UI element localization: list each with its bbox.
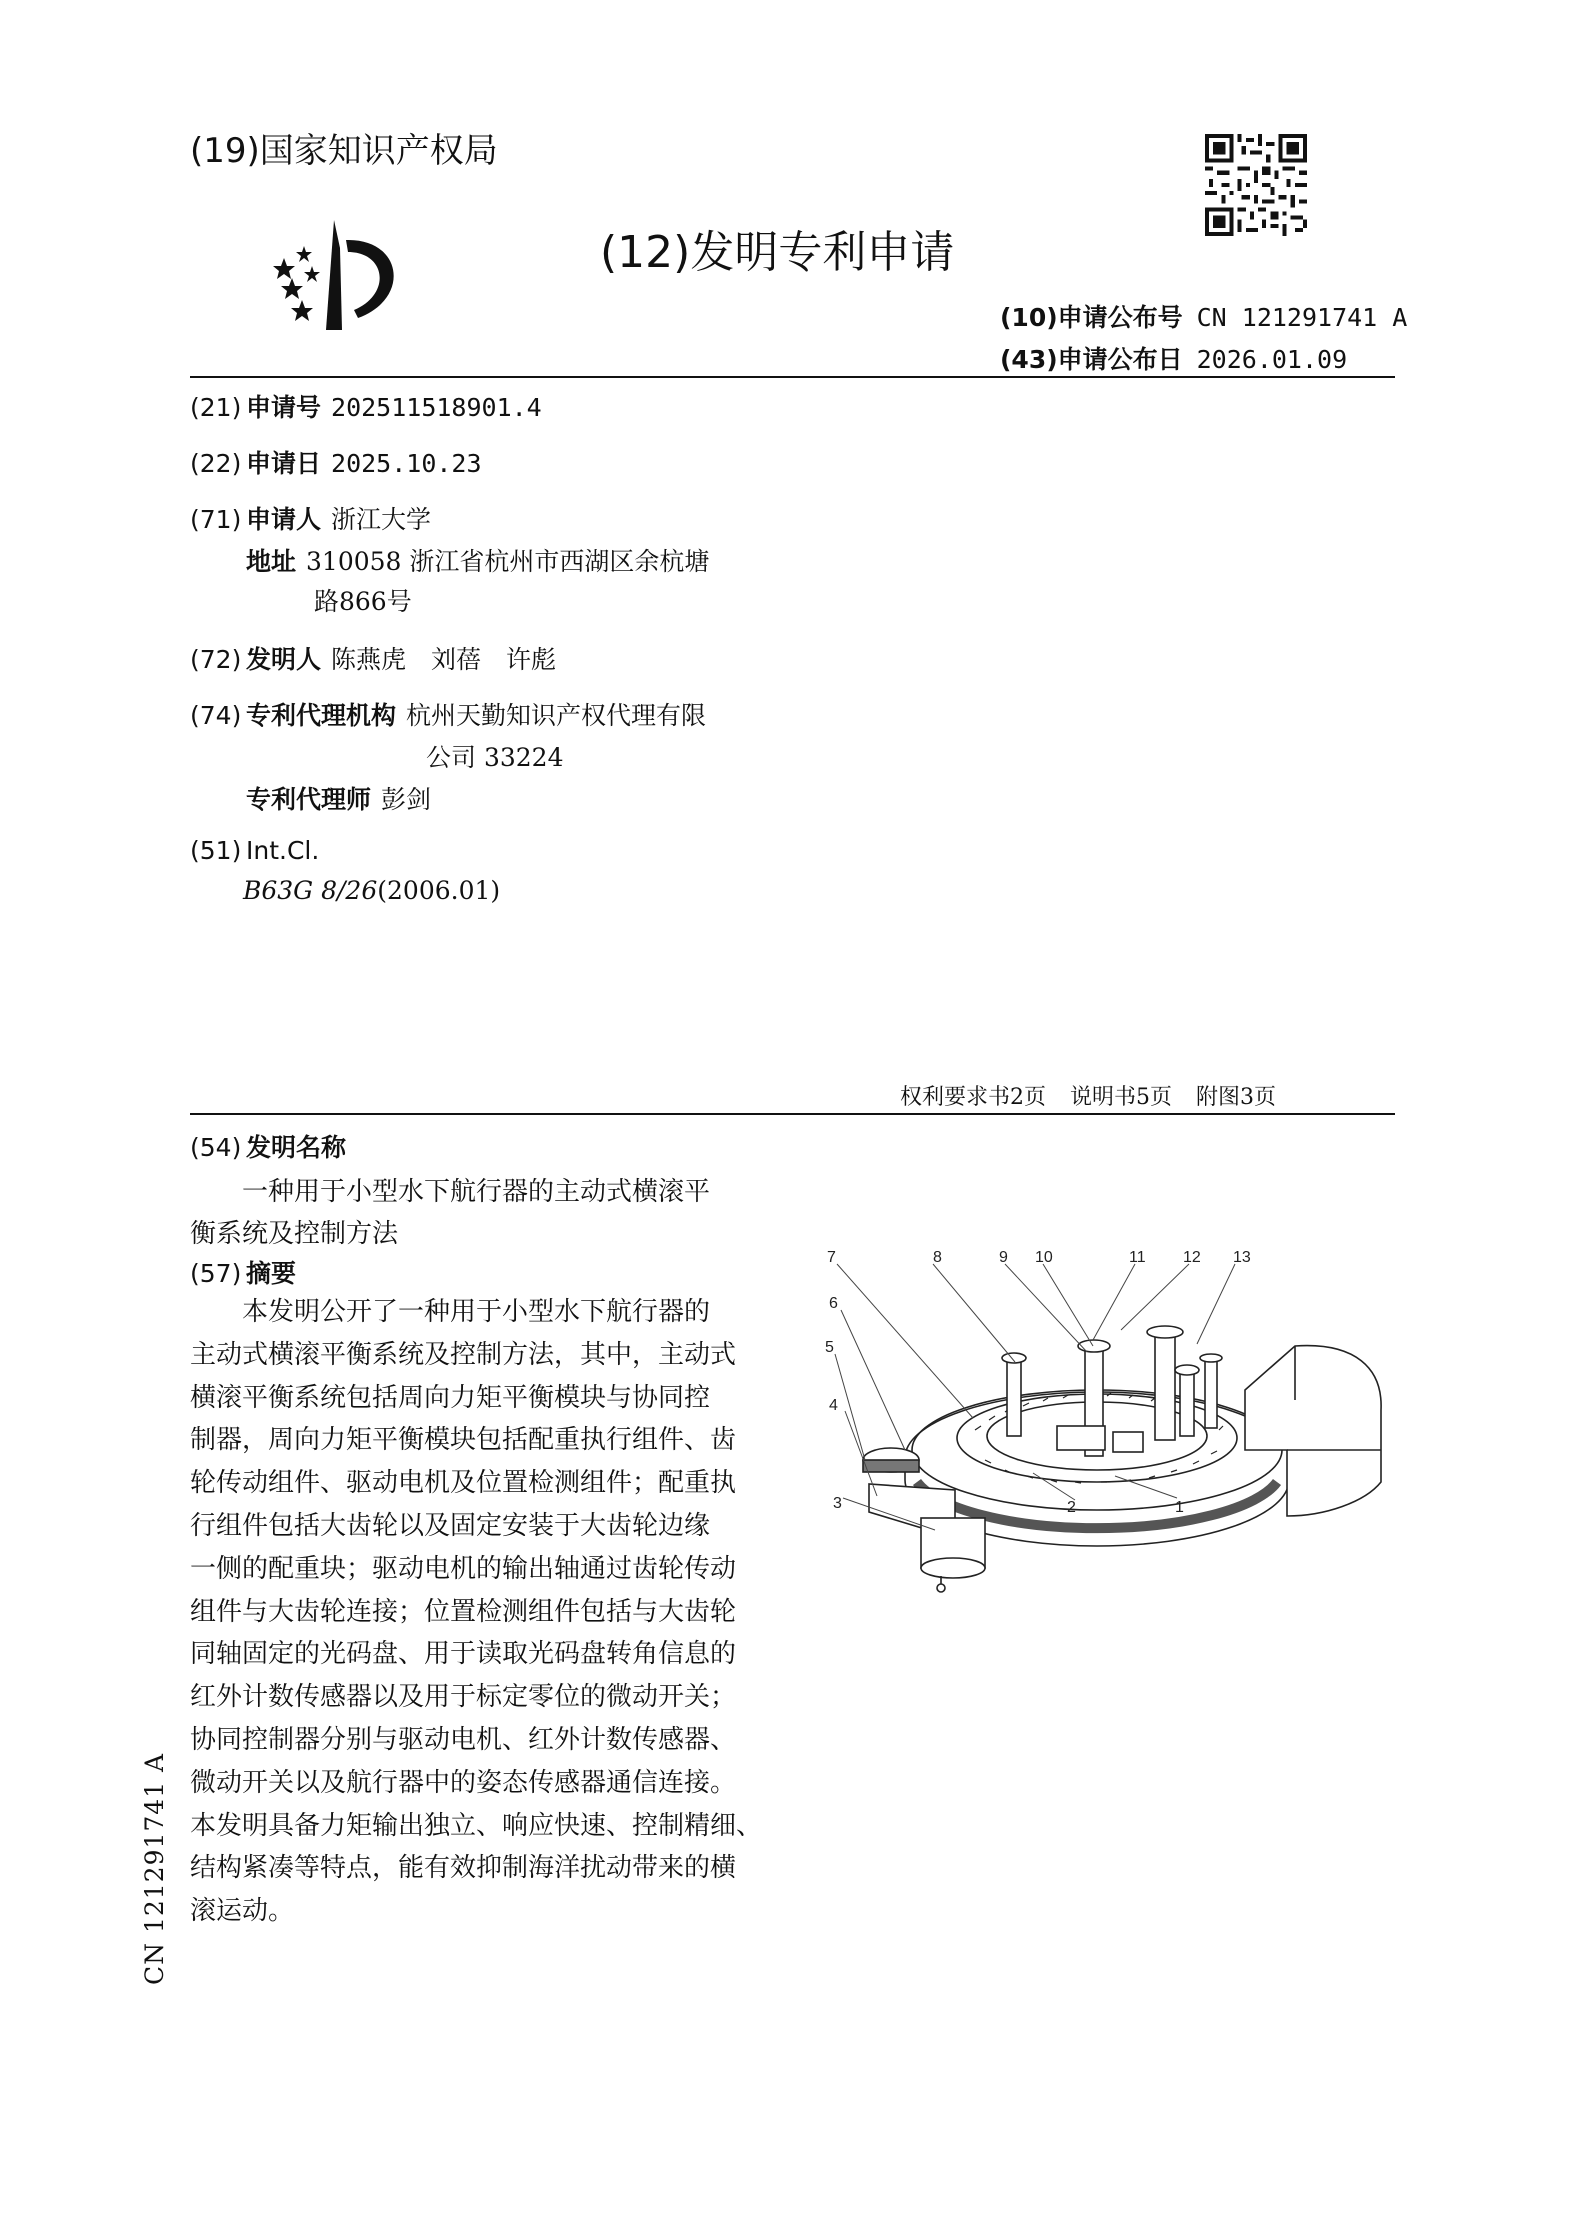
application-number: 202511518901.4 <box>331 393 542 422</box>
figure-label: 7 <box>827 1250 836 1266</box>
abstract-line: 横滚平衡系统包括周向力矩平衡模块与协同控 <box>190 1382 711 1413</box>
side-publication-number: CN 121291741 A <box>140 1752 169 1985</box>
publication-date: 2026.01.09 <box>1196 345 1348 374</box>
address-line-2: 路866号 <box>314 587 412 616</box>
abstract-line: 轮传动组件、驱动电机及位置检测组件；配重执 <box>190 1468 737 1499</box>
abstract-divider <box>190 1113 1395 1115</box>
title-heading <box>190 1128 346 1164</box>
abstract-line: 红外计数传感器以及用于标定零位的微动开关； <box>190 1682 737 1713</box>
field-code: (71) <box>190 505 242 534</box>
application-number-row <box>190 388 542 424</box>
invention-title <box>190 1171 765 1255</box>
abstract-line: 协同控制器分别与驱动电机、红外计数传感器、 <box>190 1724 737 1755</box>
inventors-row <box>190 640 556 676</box>
abstract-line: 本发明具备力矩输出独立、响应快速、控制精细、 <box>190 1810 763 1841</box>
field-code: (57) <box>190 1259 242 1288</box>
abstract-line: 微动开关以及航行器中的姿态传感器通信连接。 <box>190 1767 737 1798</box>
field-label: 专利代理师 <box>246 785 372 814</box>
field-code: (72) <box>190 645 242 674</box>
abstract-line: 滚运动。 <box>190 1896 295 1927</box>
publication-number: CN 121291741 A <box>1196 303 1408 332</box>
ipc-version: (2006.01) <box>377 876 501 905</box>
field-label: 发明名称 <box>246 1133 347 1162</box>
title-line: 一种用于小型水下航行器的主动式横滚平 <box>242 1177 711 1207</box>
inventors: 陈燕虎 刘蓓 许彪 <box>331 645 557 674</box>
ipc-row <box>190 836 319 865</box>
description-pages: 说明书5页 <box>1070 1085 1172 1110</box>
field-label: 摘要 <box>246 1259 297 1288</box>
figure-label: 6 <box>829 1295 838 1312</box>
figure-label: 12 <box>1183 1250 1201 1266</box>
field-label: 专利代理机构 <box>246 701 397 730</box>
agency-row <box>190 696 706 732</box>
field-code: (74) <box>190 701 242 730</box>
abstract-line: 结构紧凑等特点，能有效抑制海洋扰动带来的横 <box>190 1853 737 1884</box>
agent-row <box>246 780 431 816</box>
agency-line-1: 杭州天勤知识产权代理有限 <box>406 701 707 730</box>
page-counts <box>900 1080 1300 1111</box>
figure-label: 2 <box>1067 1499 1076 1516</box>
ipc-class: B63G 8/26 <box>243 876 378 905</box>
publication-date-label: (43)申请公布日 <box>1000 345 1183 374</box>
abstract-line: 组件与大齿轮连接；位置检测组件包括与大齿轮 <box>190 1596 737 1627</box>
abstract-line: 制器，周向力矩平衡模块包括配重执行组件、齿 <box>190 1425 737 1456</box>
figure-label: 10 <box>1035 1250 1053 1266</box>
field-label: 地址 <box>246 547 297 576</box>
agent: 彭剑 <box>381 785 432 814</box>
publication-number-label: (10)申请公布号 <box>1000 303 1183 332</box>
figure-label: 1 <box>1175 1499 1184 1516</box>
figure-label: 4 <box>829 1397 838 1414</box>
applicant-row <box>190 500 431 536</box>
abstract-line: 同轴固定的光码盘、用于读取光码盘转角信息的 <box>190 1639 737 1670</box>
abstract-text <box>190 1291 765 1933</box>
abstract-figure <box>825 1250 1395 1640</box>
title-line: 衡系统及控制方法 <box>190 1219 399 1249</box>
abstract-line: 行组件包括大齿轮以及固定安装于大齿轮边缘 <box>190 1510 711 1541</box>
qr-code-icon <box>1205 134 1307 236</box>
figure-label: 9 <box>999 1250 1008 1266</box>
abstract-line: 主动式横滚平衡系统及控制方法，其中，主动式 <box>190 1339 737 1370</box>
field-label: 申请日 <box>246 449 322 478</box>
application-date: 2025.10.23 <box>331 449 482 478</box>
field-label: 申请人 <box>246 505 322 534</box>
field-code: (54) <box>190 1133 242 1162</box>
address-line-1: 310058 浙江省杭州市西湖区余杭塘 <box>306 547 710 576</box>
cnipa-logo-icon <box>262 218 412 336</box>
figure-label: 11 <box>1129 1250 1146 1266</box>
document-type: (12)发明专利申请 <box>600 227 955 278</box>
field-code: (22) <box>190 449 242 478</box>
publication-number-row <box>1000 298 1407 334</box>
office-name: (19)国家知识产权局 <box>190 131 498 171</box>
field-label: 发明人 <box>246 645 322 674</box>
agency-line-2: 公司 33224 <box>426 743 564 772</box>
address-row <box>246 542 709 578</box>
abstract-heading <box>190 1254 296 1290</box>
drawings-pages: 附图3页 <box>1196 1085 1276 1110</box>
ipc-class-row <box>243 876 500 905</box>
abstract-line: 本发明公开了一种用于小型水下航行器的 <box>190 1297 711 1327</box>
figure-label: 8 <box>933 1250 942 1266</box>
field-label: Int.Cl. <box>246 836 320 865</box>
field-label: 申请号 <box>246 393 322 422</box>
header-divider <box>190 376 1395 378</box>
figure-label: 3 <box>833 1495 842 1512</box>
abstract-line: 一侧的配重块；驱动电机的输出轴通过齿轮传动 <box>190 1553 737 1584</box>
publication-date-row <box>1000 340 1347 376</box>
application-date-row <box>190 444 482 480</box>
field-code: (21) <box>190 393 242 422</box>
figure-label: 5 <box>825 1339 834 1356</box>
field-code: (51) <box>190 836 242 865</box>
applicant: 浙江大学 <box>331 505 432 534</box>
figure-label: 13 <box>1233 1250 1251 1266</box>
claims-pages: 权利要求书2页 <box>900 1085 1046 1110</box>
